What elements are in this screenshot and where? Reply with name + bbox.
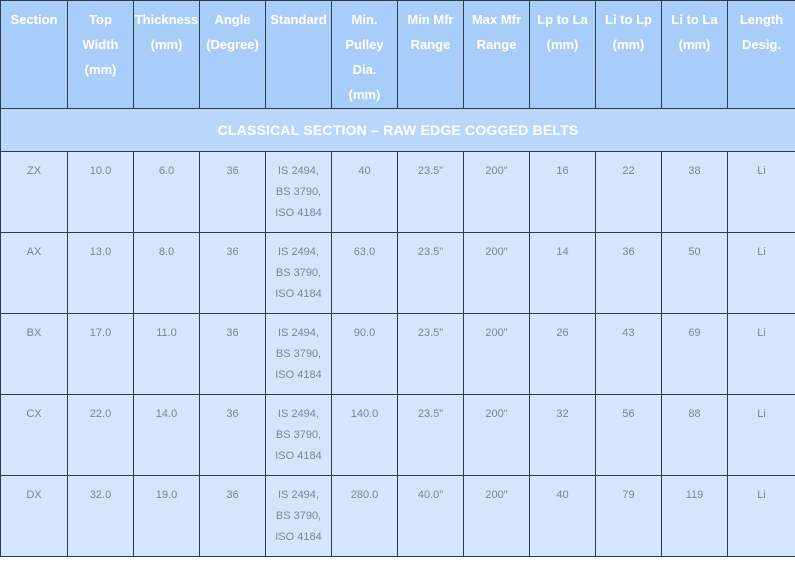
- cell-min-pulley: 90.0: [332, 314, 398, 395]
- cell-top-width: 13.0: [68, 233, 134, 314]
- column-header-line: Desig.: [741, 37, 781, 52]
- column-header-line: Top: [89, 12, 112, 27]
- column-header-thickness: [134, 1, 200, 109]
- standard-line: ISO 4184: [275, 531, 322, 543]
- cell-angle: 36: [200, 233, 266, 314]
- cell-length-desig: Li: [728, 152, 795, 233]
- table-row: [1, 233, 795, 314]
- cell-max-mfr: 200": [464, 314, 530, 395]
- cell-thickness: 8.0: [134, 233, 200, 314]
- column-header-line: Pulley: [345, 37, 384, 52]
- column-header-line: Section: [10, 12, 58, 27]
- cell-min-pulley: 280.0: [332, 476, 398, 557]
- standard-line: BS 3790,: [275, 429, 322, 441]
- cell-standard: [266, 152, 332, 233]
- table-row: [1, 314, 795, 395]
- cell-section: DX: [1, 476, 68, 557]
- cell-lp-la: 14: [530, 233, 596, 314]
- column-header-line: Thickness: [134, 12, 199, 27]
- standard-line: IS 2494,: [278, 408, 319, 420]
- standard-line: BS 3790,: [275, 348, 322, 360]
- column-header-length-desig: [728, 1, 795, 109]
- cell-standard: [266, 314, 332, 395]
- cell-length-desig: Li: [728, 476, 795, 557]
- standard-line: IS 2494,: [278, 165, 319, 177]
- cell-lp-la: 16: [530, 152, 596, 233]
- standard-line: BS 3790,: [275, 267, 322, 279]
- table-body: [1, 109, 795, 557]
- standard-line: BS 3790,: [275, 186, 322, 198]
- cell-top-width: 17.0: [68, 314, 134, 395]
- cell-length-desig: Li: [728, 233, 795, 314]
- column-header-line: (mm): [150, 37, 183, 52]
- cell-min-pulley: 140.0: [332, 395, 398, 476]
- cell-li-la: 88: [662, 395, 728, 476]
- column-header-line: (mm): [546, 37, 579, 52]
- column-header-min-mfr-range: [398, 1, 464, 109]
- column-header-angle: [200, 1, 266, 109]
- cell-li-lp: 56: [596, 395, 662, 476]
- section-title: CLASSICAL SECTION – RAW EDGE COGGED BELTS: [1, 109, 795, 152]
- column-header-line: (mm): [348, 87, 381, 102]
- column-header-line: Max Mfr: [471, 12, 522, 27]
- column-header-line: Standard: [270, 12, 327, 27]
- cell-thickness: 19.0: [134, 476, 200, 557]
- column-header-line: Dia.: [352, 62, 377, 77]
- cell-max-mfr: 200": [464, 395, 530, 476]
- header-row: [1, 1, 795, 109]
- cell-standard: [266, 476, 332, 557]
- column-header-top-width: [68, 1, 134, 109]
- cell-length-desig: Li: [728, 314, 795, 395]
- cell-angle: 36: [200, 314, 266, 395]
- column-header-li-to-la: [662, 1, 728, 109]
- column-header-line: Min Mfr: [407, 12, 454, 27]
- section-title-row: [1, 109, 795, 152]
- column-header-section: [1, 1, 68, 109]
- cell-top-width: 32.0: [68, 476, 134, 557]
- cell-li-la: 119: [662, 476, 728, 557]
- standard-line: IS 2494,: [278, 489, 319, 501]
- column-header-line: Li to Lp: [605, 12, 652, 27]
- cell-standard: [266, 233, 332, 314]
- column-header-line: Range: [410, 37, 451, 52]
- cell-lp-la: 32: [530, 395, 596, 476]
- table-row: [1, 395, 795, 476]
- table-row: [1, 476, 795, 557]
- cell-thickness: 14.0: [134, 395, 200, 476]
- cell-lp-la: 40: [530, 476, 596, 557]
- cell-top-width: 22.0: [68, 395, 134, 476]
- cell-angle: 36: [200, 476, 266, 557]
- column-header-line: Range: [476, 37, 517, 52]
- cell-section: AX: [1, 233, 68, 314]
- cell-min-mfr: 23.5": [398, 152, 464, 233]
- cell-max-mfr: 200": [464, 152, 530, 233]
- column-header-line: (mm): [84, 62, 117, 77]
- cell-li-la: 50: [662, 233, 728, 314]
- cell-max-mfr: 200": [464, 233, 530, 314]
- standard-line: IS 2494,: [278, 246, 319, 258]
- cell-min-mfr: 23.5": [398, 395, 464, 476]
- column-header-line: Min.: [351, 12, 378, 27]
- cell-section: BX: [1, 314, 68, 395]
- cell-angle: 36: [200, 152, 266, 233]
- standard-line: ISO 4184: [275, 288, 322, 300]
- standard-line: ISO 4184: [275, 450, 322, 462]
- cell-min-pulley: 63.0: [332, 233, 398, 314]
- column-header-line: Li to La: [671, 12, 718, 27]
- cell-li-la: 38: [662, 152, 728, 233]
- cell-lp-la: 26: [530, 314, 596, 395]
- cell-min-pulley: 40: [332, 152, 398, 233]
- standard-line: IS 2494,: [278, 327, 319, 339]
- cell-li-la: 69: [662, 314, 728, 395]
- cell-min-mfr: 40.0": [398, 476, 464, 557]
- column-header-line: Width: [82, 37, 119, 52]
- column-header-line: (mm): [612, 37, 645, 52]
- cell-length-desig: Li: [728, 395, 795, 476]
- column-header-lp-to-la: [530, 1, 596, 109]
- cell-top-width: 10.0: [68, 152, 134, 233]
- column-header-line: Lp to La: [537, 12, 588, 27]
- column-header-li-to-lp: [596, 1, 662, 109]
- cell-min-mfr: 23.5": [398, 314, 464, 395]
- cell-section: CX: [1, 395, 68, 476]
- cell-min-mfr: 23.5": [398, 233, 464, 314]
- cell-li-lp: 79: [596, 476, 662, 557]
- table-row: [1, 152, 795, 233]
- table-header: [1, 1, 795, 109]
- column-header-line: Angle: [214, 12, 251, 27]
- column-header-max-mfr-range: [464, 1, 530, 109]
- column-header-line: (Degree): [206, 37, 259, 52]
- standard-line: ISO 4184: [275, 207, 322, 219]
- cell-li-lp: 43: [596, 314, 662, 395]
- cell-angle: 36: [200, 395, 266, 476]
- column-header-min-pulley-dia: [332, 1, 398, 109]
- column-header-line: Length: [739, 12, 784, 27]
- cell-thickness: 11.0: [134, 314, 200, 395]
- cell-standard: [266, 395, 332, 476]
- cell-section: ZX: [1, 152, 68, 233]
- standard-line: ISO 4184: [275, 369, 322, 381]
- column-header-standard: [266, 1, 332, 109]
- cell-max-mfr: 200": [464, 476, 530, 557]
- cell-li-lp: 22: [596, 152, 662, 233]
- cell-li-lp: 36: [596, 233, 662, 314]
- column-header-line: (mm): [678, 37, 711, 52]
- cell-thickness: 6.0: [134, 152, 200, 233]
- standard-line: BS 3790,: [275, 510, 322, 522]
